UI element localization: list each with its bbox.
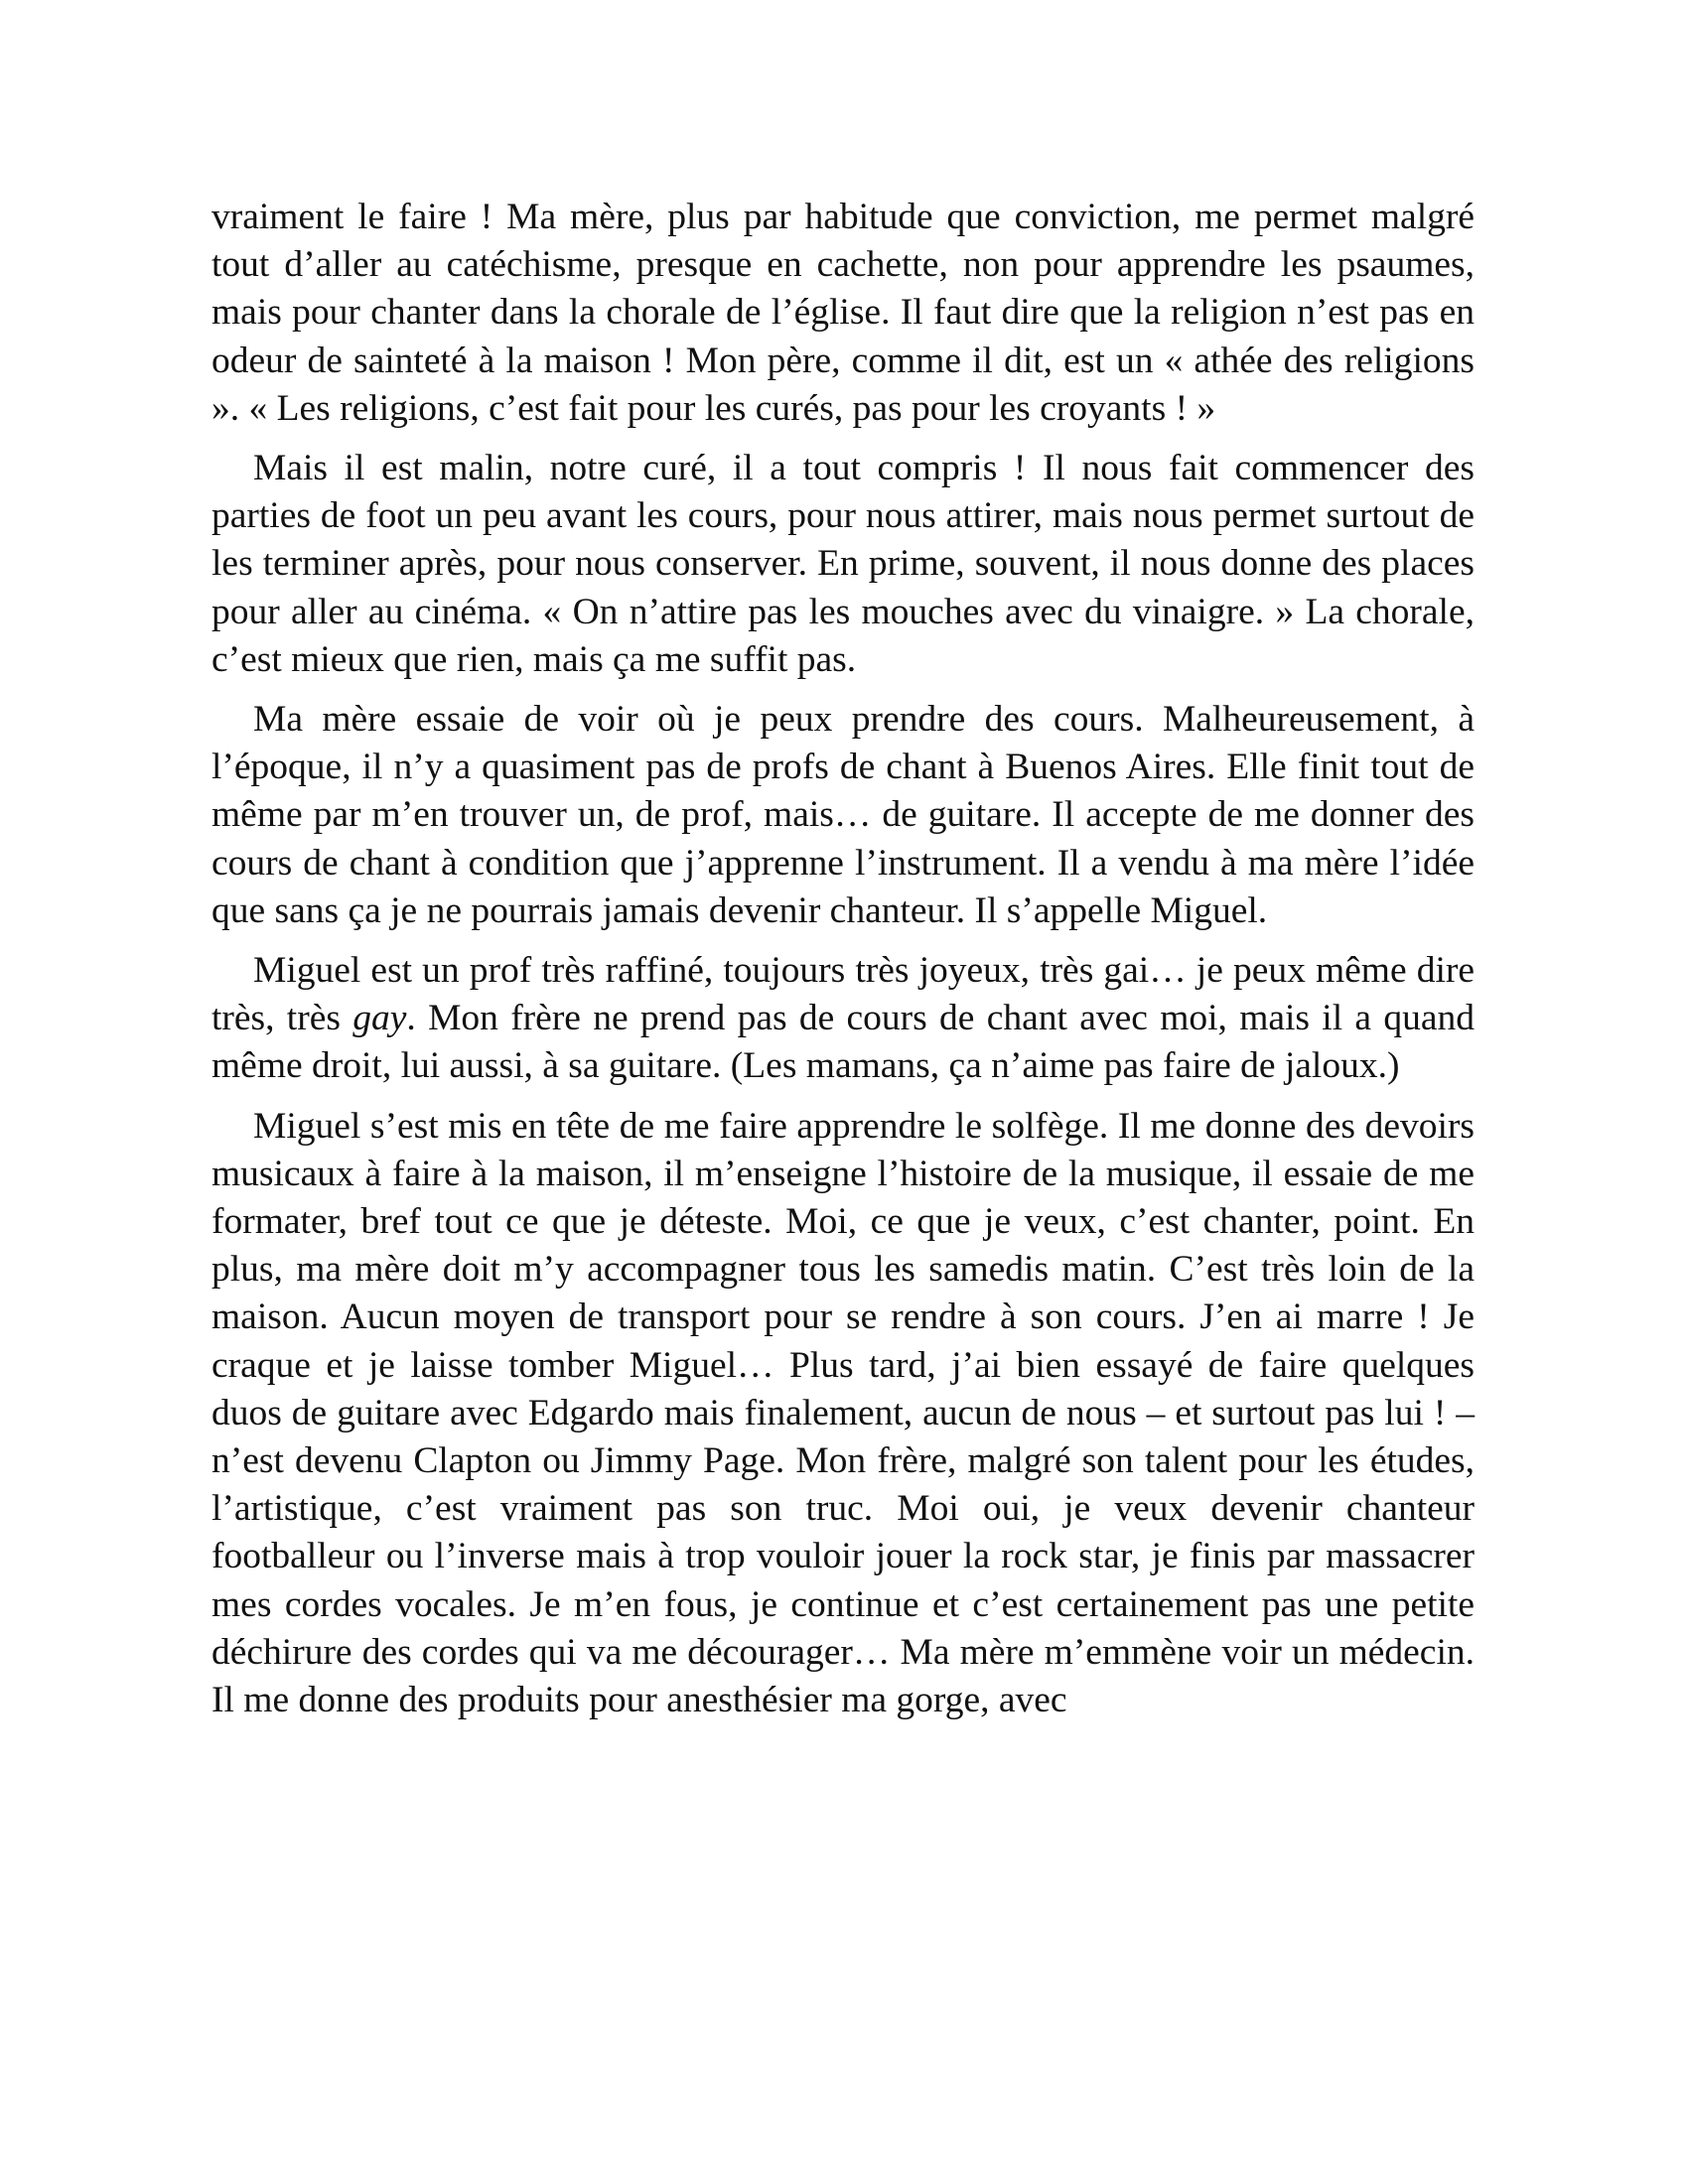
paragraph-4-italic-word: gay bbox=[352, 998, 407, 1039]
paragraph-5-text: Miguel s’est mis en tête de me faire apprendre le solfège. Il me donne des devoirs musicaux à faire à la maison, il m’enseigne l’histoire de la musique, il essaie de me formater, bref tout ce que je déteste. Moi, ce que je veux, c’est chanter, point. En plus, ma mère doit m’y accompagner tous les samedis matin. C’est très loin de la maison. Aucun moyen de transport pour se rendre à son cours. J’en ai marre ! Je craque et je laisse tomber Miguel… Plus tard, j’ai bien essayé de faire quelques duos de guitare avec Edgardo mais finalement, aucun de nous – et surtout pas lui ! – n’est devenu Clapton ou Jimmy Page. Mon frère, malgré son talent pour les études, l’artistique, c’est vraiment pas son truc. Moi oui, je veux devenir chanteur footballeur ou l’inverse mais à trop vouloir jouer la rock star, je finis par massacrer mes cordes vocales. Je m’en fous, je continue et c’est certainement pas une petite déchirure des cordes qui va me décourager… Ma mère m’emmène voir un médecin. Il me donne des produits pour anesthésier ma gorge, avec bbox=[211, 1105, 1475, 1721]
paragraph-3-text: Ma mère essaie de voir où je peux prendre des cours. Malheureusement, à l’époque, il n’y a quasiment pas de profs de chant à Buenos Aires. Elle finit tout de même par m’en trouver un, de prof, mais… de guitare. Il accepte de me donner des cours de chant à condition que j’apprenne l’instrument. Il a vendu à ma mère l’idée que sans ça je ne pourrais jamais devenir chanteur. Il s’appelle Miguel. bbox=[211, 699, 1475, 931]
paragraph-2 bbox=[211, 445, 1475, 684]
paragraph-4-text-start: Miguel est un prof très raffiné, toujours très joyeux, très gai… je peux même dire très, très bbox=[211, 950, 1475, 1039]
document-page bbox=[211, 194, 1475, 1736]
paragraph-3 bbox=[211, 696, 1475, 935]
paragraph-4-text-end: . Mon frère ne prend pas de cours de chant avec moi, mais il a quand même droit, lui aussi, à sa guitare. (Les mamans, ça n’aime pas faire de jaloux.) bbox=[211, 998, 1475, 1087]
paragraph-1-text: vraiment le faire ! Ma mère, plus par habitude que conviction, me permet malgré tout d’aller au catéchisme, presque en cachette, non pour apprendre les psaumes, mais pour chanter dans la chorale de l’église. Il faut dire que la religion n’est pas en odeur de sainteté à la maison ! Mon père, comme il dit, est un « athée des religions ». « Les religions, c’est fait pour les curés, pas pour les croyants ! » bbox=[211, 197, 1475, 429]
paragraph-2-text: Mais il est malin, notre curé, il a tout compris ! Il nous fait commencer des parties de foot un peu avant les cours, pour nous attirer, mais nous permet surtout de les terminer après, pour nous conserver. En prime, souvent, il nous donne des places pour aller au cinéma. « On n’attire pas les mouches avec du vinaigre. » La chorale, c’est mieux que rien, mais ça me suffit pas. bbox=[211, 448, 1475, 680]
paragraph-5 bbox=[211, 1103, 1475, 1725]
paragraph-1 bbox=[211, 194, 1475, 433]
paragraph-4 bbox=[211, 947, 1475, 1091]
